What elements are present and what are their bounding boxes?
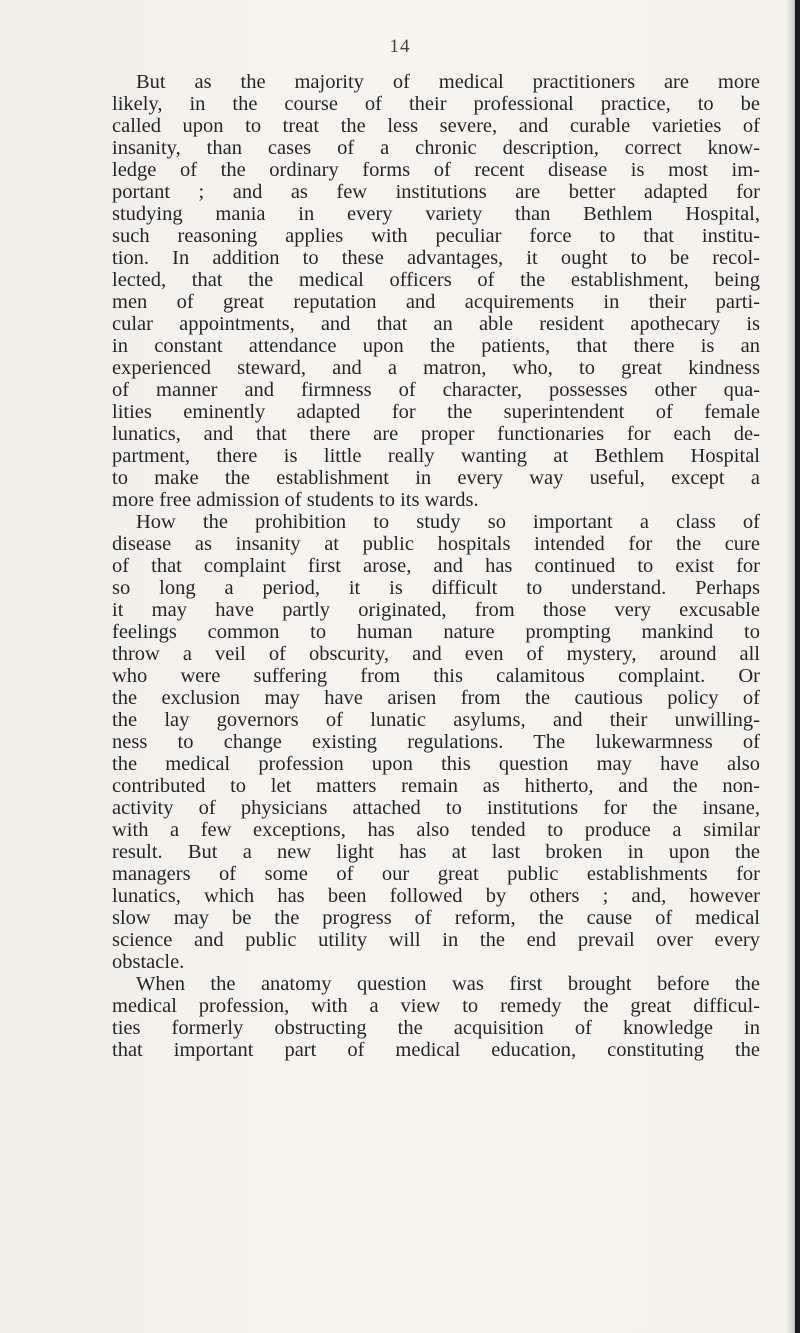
text-line: lected, that the medical officers of the establishment, being	[112, 269, 760, 291]
text-line: contributed to let matters remain as hitherto, and the non-	[112, 775, 760, 797]
text-line: throw a veil of obscurity, and even of mystery, around all	[112, 643, 760, 665]
text-line: the medical profession upon this question may have also	[112, 753, 760, 775]
text-line: insanity, than cases of a chronic description, correct know-	[112, 137, 760, 159]
text-line: likely, in the course of their professional practice, to be	[112, 93, 760, 115]
text-line: obstacle.	[112, 951, 185, 973]
text-line: with a few exceptions, has also tended to produce a similar	[112, 819, 760, 841]
page-edge	[795, 0, 800, 1333]
text-line: of that complaint first arose, and has continued to exist for	[112, 555, 760, 577]
text-line: activity of physicians attached to institutions for the insane,	[112, 797, 760, 819]
text-line: ledge of the ordinary forms of recent disease is most im-	[112, 159, 760, 181]
text-line: cular appointments, and that an able resident apothecary is	[112, 313, 760, 335]
text-line: medical profession, with a view to remedy the great difficul-	[112, 995, 760, 1017]
text-line: managers of some of our great public establishments for	[112, 863, 760, 885]
text-line: But as the majority of medical practitioners are more	[136, 71, 760, 93]
text-line: to make the establishment in every way useful, except a	[112, 467, 760, 489]
text-line: men of great reputation and acquirements in their parti-	[112, 291, 760, 313]
text-line: lities eminently adapted for the superintendent of female	[112, 401, 760, 423]
text-line: science and public utility will in the end prevail over every	[112, 929, 760, 951]
text-line: it may have partly originated, from those very excusable	[112, 599, 760, 621]
text-line: When the anatomy question was first brought before the	[136, 973, 760, 995]
body-text	[112, 71, 760, 1061]
text-line: slow may be the progress of reform, the cause of medical	[112, 907, 760, 929]
text-line: such reasoning applies with peculiar force to that institu-	[112, 225, 760, 247]
text-line: How the prohibition to study so important a class of	[136, 511, 760, 533]
text-line: more free admission of students to its wards.	[112, 489, 479, 511]
text-line: tion. In addition to these advantages, it ought to be recol-	[112, 247, 760, 269]
text-line: ties formerly obstructing the acquisition of knowledge in	[112, 1017, 760, 1039]
text-line: lunatics, which has been followed by others ; and, however	[112, 885, 760, 907]
text-line: the lay governors of lunatic asylums, and their unwilling-	[112, 709, 760, 731]
page-number: 14	[389, 36, 411, 57]
text-line: lunatics, and that there are proper functionaries for each de-	[112, 423, 760, 445]
text-line: of manner and firmness of character, possesses other qua-	[112, 379, 760, 401]
text-line: the exclusion may have arisen from the cautious policy of	[112, 687, 760, 709]
text-line: feelings common to human nature prompting mankind to	[112, 621, 760, 643]
text-line: called upon to treat the less severe, and curable varieties of	[112, 115, 760, 137]
text-line: that important part of medical education, constituting the	[112, 1039, 760, 1061]
text-line: portant ; and as few institutions are better adapted for	[112, 181, 760, 203]
text-line: disease as insanity at public hospitals intended for the cure	[112, 533, 760, 555]
text-line: in constant attendance upon the patients, that there is an	[112, 335, 760, 357]
text-line: result. But a new light has at last broken in upon the	[112, 841, 760, 863]
text-line: so long a period, it is difficult to understand. Perhaps	[112, 577, 760, 599]
text-line: experienced steward, and a matron, who, to great kindness	[112, 357, 760, 379]
text-line: ness to change existing regulations. The lukewarmness of	[112, 731, 760, 753]
text-line: studying mania in every variety than Bethlem Hospital,	[112, 203, 760, 225]
text-line: who were suffering from this calamitous complaint. Or	[112, 665, 760, 687]
text-line: partment, there is little really wanting at Bethlem Hospital	[112, 445, 760, 467]
